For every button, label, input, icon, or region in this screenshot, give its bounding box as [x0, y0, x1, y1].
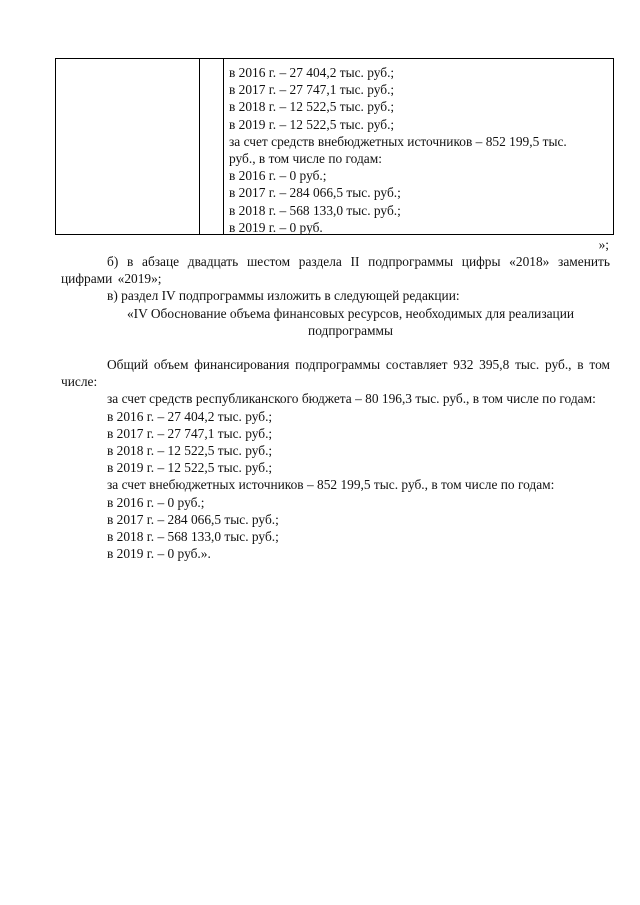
list-item: в 2017 г. – 284 066,5 тыс. руб.; — [107, 511, 279, 527]
list-item: в 2017 г. – 27 747,1 тыс. руб.; — [107, 425, 273, 441]
table-line: в 2018 г. – 12 522,5 тыс. руб.; — [229, 99, 395, 115]
section-heading: «IV Обоснование объема финансовых ресурсов, необходимых для реализации подпрограммы — [126, 305, 575, 338]
table-line: в 2017 г. – 27 747,1 тыс. руб.; — [229, 82, 395, 98]
table-line: за счет средств внебюджетных источников – 852 199,5 тыс. — [229, 133, 567, 149]
table-line: в 2016 г. – 27 404,2 тыс. руб.; — [229, 65, 395, 80]
table-line: руб., в том числе по годам: — [229, 151, 382, 167]
list-item: в 2019 г. – 12 522,5 тыс. руб.; — [107, 460, 273, 476]
list-item: в 2018 г. – 12 522,5 тыс. руб.; — [107, 443, 273, 459]
document-body — [61, 253, 610, 562]
list-item: в 2016 г. – 0 руб.; — [107, 494, 205, 510]
table-cell-funding — [229, 64, 609, 236]
table-line: в 2017 г. – 284 066,5 тыс. руб.; — [229, 185, 401, 201]
list-item: в 2019 г. – 0 руб.». — [107, 546, 211, 562]
list-item: в 2016 г. – 27 404,2 тыс. руб.; — [107, 408, 273, 424]
table-line: в 2019 г. – 12 522,5 тыс. руб.; — [229, 116, 395, 132]
paragraph-total: Общий объем финансирования подпрограммы составляет 932 395,8 тыс. руб., в том числе: — [61, 357, 610, 390]
table-line: в 2016 г. – 0 руб.; — [229, 168, 327, 184]
table-column-divider — [199, 59, 200, 234]
paragraph-item-b: б) в абзаце двадцать шестом раздела II подпрограммы цифры «2018» заменить цифрами «2019»; — [61, 254, 610, 287]
paragraph-republic-budget: за счет средств республиканского бюджета – 80 196,3 тыс. руб., в том числе по годам: — [107, 391, 596, 407]
table-line: в 2019 г. – 0 руб. — [229, 219, 323, 235]
spacer — [61, 339, 610, 356]
table-column-divider — [223, 59, 224, 234]
list-item: в 2018 г. – 568 133,0 тыс. руб.; — [107, 529, 279, 545]
table-line: в 2018 г. – 568 133,0 тыс. руб.; — [229, 202, 401, 218]
closing-quote: »; — [598, 237, 609, 252]
paragraph-extrabudgetary: за счет внебюджетных источников – 852 199,5 тыс. руб., в том числе по годам: — [107, 477, 555, 493]
funding-table — [55, 58, 614, 235]
paragraph-item-v: в) раздел IV подпрограммы изложить в следующей редакции: — [107, 288, 460, 304]
